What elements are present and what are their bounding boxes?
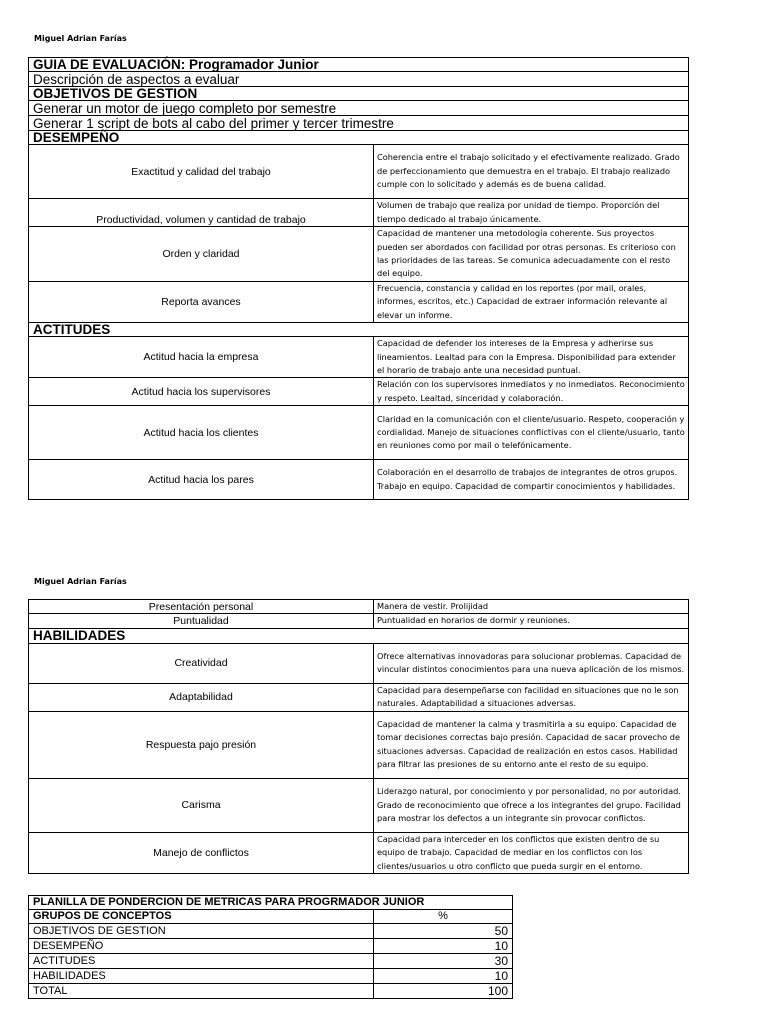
- weight-group: HABILIDADES: [29, 969, 374, 984]
- weight-value: 10: [374, 939, 513, 954]
- criterion-label: Presentación personal: [29, 600, 374, 614]
- table-row: [29, 832, 689, 873]
- criterion-description: Colaboración en el desarrollo de trabajos de integrantes de otros grupos. Trabajo en equipo. Capacidad de compartir conocimientos y habilidades.: [374, 460, 689, 500]
- table-row: [29, 778, 689, 832]
- weight-value: 10: [374, 969, 513, 984]
- criterion-description: Liderazgo natural, por conocimiento y por personalidad, no por autoridad. Grado de reconocimiento que ofrece a los integrantes del grupo. Facilidad para mostrar los defectos a un integrante sin provocar conflictos.: [374, 778, 689, 832]
- table-row: [29, 643, 689, 683]
- criterion-description: Capacidad de mantener la calma y trasmitirla a su equipo. Capacidad de tomar decisiones correctas bajo presión. Capacidad de sacar provecho de situaciones adversas. Capacidad de realización en estos casos. Habilidad para filtrar las presiones de su entorno ante el resto de su equipo.: [374, 711, 689, 778]
- criterion-description: Coherencia entre el trabajo solicitado y el efectivamente realizado. Grado de perfeccionamiento que demuestra en el trabajo. El trabajo realizado cumple con lo solicitado y además es de buena calidad.: [374, 145, 689, 199]
- table-row: [29, 282, 689, 323]
- criterion-description: Puntualidad en horarios de dormir y reuniones.: [374, 614, 689, 628]
- table-row: [29, 954, 513, 969]
- criterion-label: Adaptabilidad: [29, 683, 374, 711]
- criterion-label: Respuesta pajo presión: [29, 711, 374, 778]
- table-row: [29, 337, 689, 378]
- table-row: [29, 227, 689, 282]
- weight-group: ACTITUDES: [29, 954, 374, 969]
- table-row: [29, 460, 689, 500]
- criterion-label: Puntualidad: [29, 614, 374, 628]
- attitudes-header: ACTITUDES: [29, 323, 689, 337]
- weights-title: PLANILLA DE PONDERCION DE METRICAS PARA PROGRMADOR JUNIOR: [29, 896, 513, 910]
- criterion-description: Claridad en la comunicación con el cliente/usuario. Respeto, cooperación y cordialidad. Manejo de situaciones conflictivas con el cliente/usuario, tanto en reuniones como por mail o telefónicamente.: [374, 406, 689, 460]
- criterion-description: Ofrece alternativas innovadoras para solucionar problemas. Capacidad de vincular distintos conocimientos para una nueva aplicación de los mismos.: [374, 643, 689, 683]
- table-row: [29, 600, 689, 614]
- criterion-description: Capacidad de mantener una metodología coherente. Sus proyectos pueden ser abordados con facilidad por otras personas. Es criterioso con las prioridades de las tareas. Se comunica adecuadamente con el resto del equipo.: [374, 227, 689, 282]
- weight-value: 50: [374, 924, 513, 939]
- criterion-label: Actitud hacia los pares: [29, 460, 374, 500]
- criterion-label: Carisma: [29, 778, 374, 832]
- criterion-description: Capacidad para desempeñarse con facilidad en situaciones que no le son naturales. Adaptabilidad a situaciones adversas.: [374, 683, 689, 711]
- table-row: [29, 614, 689, 628]
- skills-header: HABILIDADES: [29, 628, 689, 643]
- table-row: [29, 406, 689, 460]
- table-row: [29, 939, 513, 954]
- weights-table: [28, 895, 513, 999]
- criterion-description: Frecuencia, constancia y calidad en los reportes (por mail, orales, informes, escritos, etc.) Capacidad de extraer información relevante al elevar un informe.: [374, 282, 689, 323]
- criterion-label: Creatividad: [29, 643, 374, 683]
- weights-col-group: GRUPOS DE CONCEPTOS: [29, 910, 374, 924]
- criterion-label: Actitud hacia la empresa: [29, 337, 374, 378]
- criterion-description: Capacidad para interceder en los conflictos que existen dentro de su equipo de trabajo. Capacidad de mediar en los conflictos con los clientes/usuarios u otro conflicto que pueda surgir en el entorno.: [374, 832, 689, 873]
- criterion-label: Manejo de conflictos: [29, 832, 374, 873]
- weights-col-pct: %: [374, 910, 513, 924]
- objectives-header: OBJETIVOS DE GESTION: [29, 87, 689, 101]
- criterion-label: Reporta avances: [29, 282, 374, 323]
- table-row: [29, 199, 689, 227]
- criterion-label: Actitud hacia los supervisores: [29, 378, 374, 406]
- criterion-label: Exactitud y calidad del trabajo: [29, 145, 374, 199]
- table-row: [29, 145, 689, 199]
- weight-value: 100: [374, 984, 513, 999]
- criterion-label: Orden y claridad: [29, 227, 374, 282]
- table-row: [29, 969, 513, 984]
- guide-subtitle: Descripción de aspectos a evaluar: [29, 72, 689, 87]
- criterion-label: Actitud hacia los clientes: [29, 406, 374, 460]
- criterion-description: Capacidad de defender los intereses de la Empresa y adherirse sus lineamientos. Lealtad para con la Empresa. Disponibilidad para extender el horario de trabajo ante una necesidad puntual.: [374, 337, 689, 378]
- author-name: Miguel Adrian Farías: [34, 34, 127, 43]
- table-row: [29, 711, 689, 778]
- criterion-label: Productividad, volumen y cantidad de trabajo: [29, 199, 374, 227]
- objective-item: Generar 1 script de bots al cabo del primer y tercer trimestre: [29, 116, 689, 131]
- weight-group: TOTAL: [29, 984, 374, 999]
- weight-value: 30: [374, 954, 513, 969]
- criterion-description: Manera de vestir. Prolijidad: [374, 600, 689, 614]
- table-row: [29, 683, 689, 711]
- criterion-description: Relación con los supervisores inmediatos y no inmediatos. Reconocimiento y respeto. Lealtad, sinceridad y colaboración.: [374, 378, 689, 406]
- performance-header: DESEMPEÑO: [29, 131, 689, 145]
- evaluation-guide-table: [28, 57, 689, 500]
- weight-group: OBJETIVOS DE GESTION: [29, 924, 374, 939]
- table-row: [29, 378, 689, 406]
- criterion-description: Volumen de trabajo que realiza por unidad de tiempo. Proporción del tiempo dedicado al trabajo únicamente.: [374, 199, 689, 227]
- table-row: [29, 984, 513, 999]
- skills-table: [28, 599, 689, 874]
- guide-title: GUIA DE EVALUACIÓN: Programador Junior: [29, 58, 689, 72]
- table-row: [29, 924, 513, 939]
- author-name: Miguel Adrian Farías: [34, 577, 127, 586]
- objective-item: Generar un motor de juego completo por semestre: [29, 101, 689, 116]
- weight-group: DESEMPEÑO: [29, 939, 374, 954]
